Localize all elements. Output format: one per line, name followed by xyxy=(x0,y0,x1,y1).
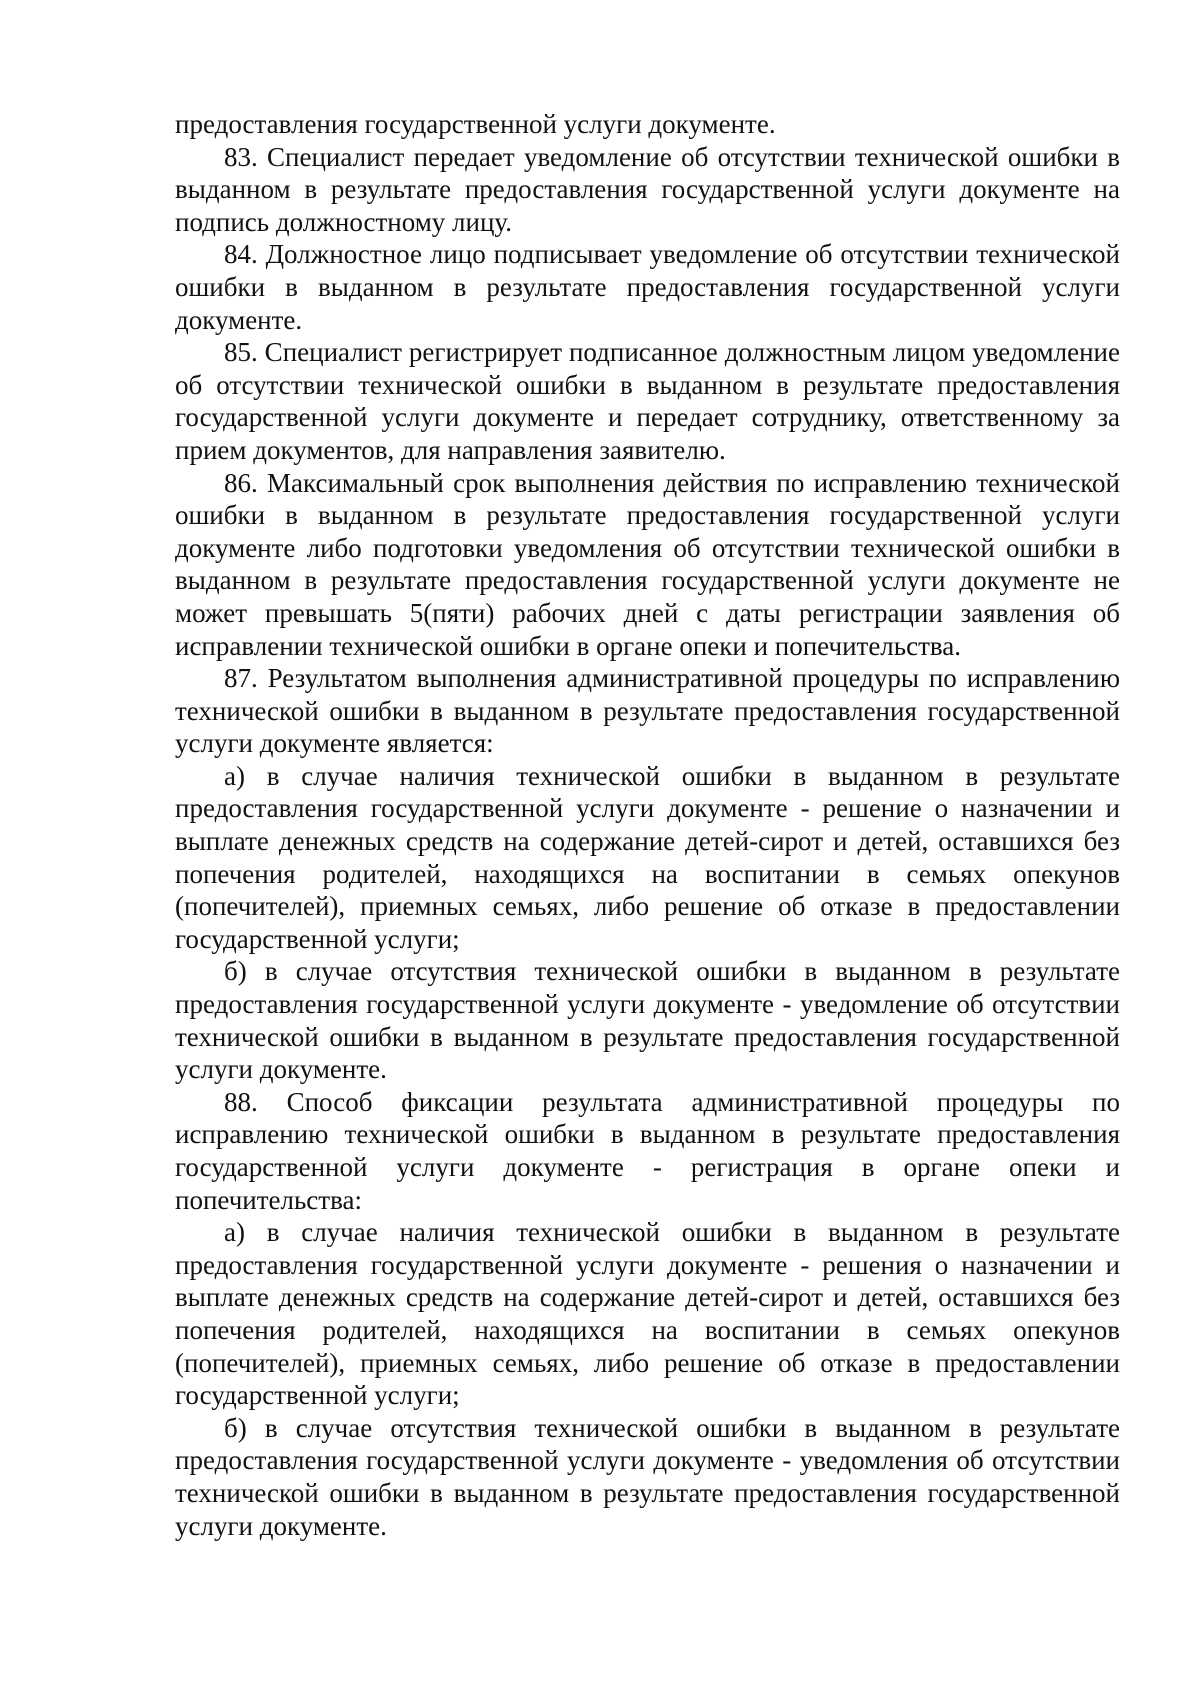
paragraph-87-b: б) в случае отсутствия технической ошибки в выданном в результате предоставления государственной услуги документе - уведомление об отсутствии технической ошибки в выданном в результате предоставления государственной услуги документе. xyxy=(175,956,1120,1085)
paragraph-86: 86. Максимальный срок выполнения действия по исправлению технической ошибки в выданном в результате предоставления государственной услуги документе либо подготовки уведомления об отсутствии технической ошибки в выданном в результате предоставления государственной услуги документе не может превышать 5(пяти) рабочих дней с даты регистрации заявления об исправлении технической ошибки в органе опеки и попечительства. xyxy=(175,467,1120,661)
document-page xyxy=(175,108,1120,1542)
paragraph-87: 87. Результатом выполнения административной процедуры по исправлению технической ошибки в выданном в результате предоставления государственной услуги документе является: xyxy=(175,663,1120,759)
paragraph-88-b: б) в случае отсутствия технической ошибки в выданном в результате предоставления государственной услуги документе - уведомления об отсутствии технической ошибки в выданном в результате предоставления государственной услуги документе. xyxy=(175,1412,1120,1541)
paragraph-88-a: а) в случае наличия технической ошибки в выданном в результате предоставления государственной услуги документе - решения о назначении и выплате денежных средств на содержание детей-сирот и детей, оставшихся без попечения родителей, находящихся на воспитании в семьях опекунов (попечителей), приемных семьях, либо решение об отказе в предоставлении государственной услуги; xyxy=(175,1217,1120,1411)
paragraph-85: 85. Специалист регистрирует подписанное должностным лицом уведомление об отсутствии технической ошибки в выданном в результате предоставления государственной услуги документе и передает сотруднику, ответственному за прием документов, для направления заявителю. xyxy=(175,337,1120,465)
paragraph-continuation: предоставления государственной услуги документе. xyxy=(175,109,776,139)
paragraph-88: 88. Способ фиксации результата административной процедуры по исправлению технической ошибки в выданном в результате предоставления государственной услуги документе - регистрация в органе опеки и попечительства: xyxy=(175,1086,1120,1215)
paragraph-84: 84. Должностное лицо подписывает уведомление об отсутствии технической ошибки в выданном в результате предоставления государственной услуги документе. xyxy=(175,239,1120,335)
paragraph-87-a: а) в случае наличия технической ошибки в выданном в результате предоставления государственной услуги документе - решение о назначении и выплате денежных средств на содержание детей-сирот и детей, оставшихся без попечения родителей, находящихся на воспитании в семьях опекунов (попечителей), приемных семьях, либо решение об отказе в предоставлении государственной услуги; xyxy=(175,760,1120,954)
paragraph-83: 83. Специалист передает уведомление об отсутствии технической ошибки в выданном в результате предоставления государственной услуги документе на подпись должностному лицу. xyxy=(175,141,1120,237)
